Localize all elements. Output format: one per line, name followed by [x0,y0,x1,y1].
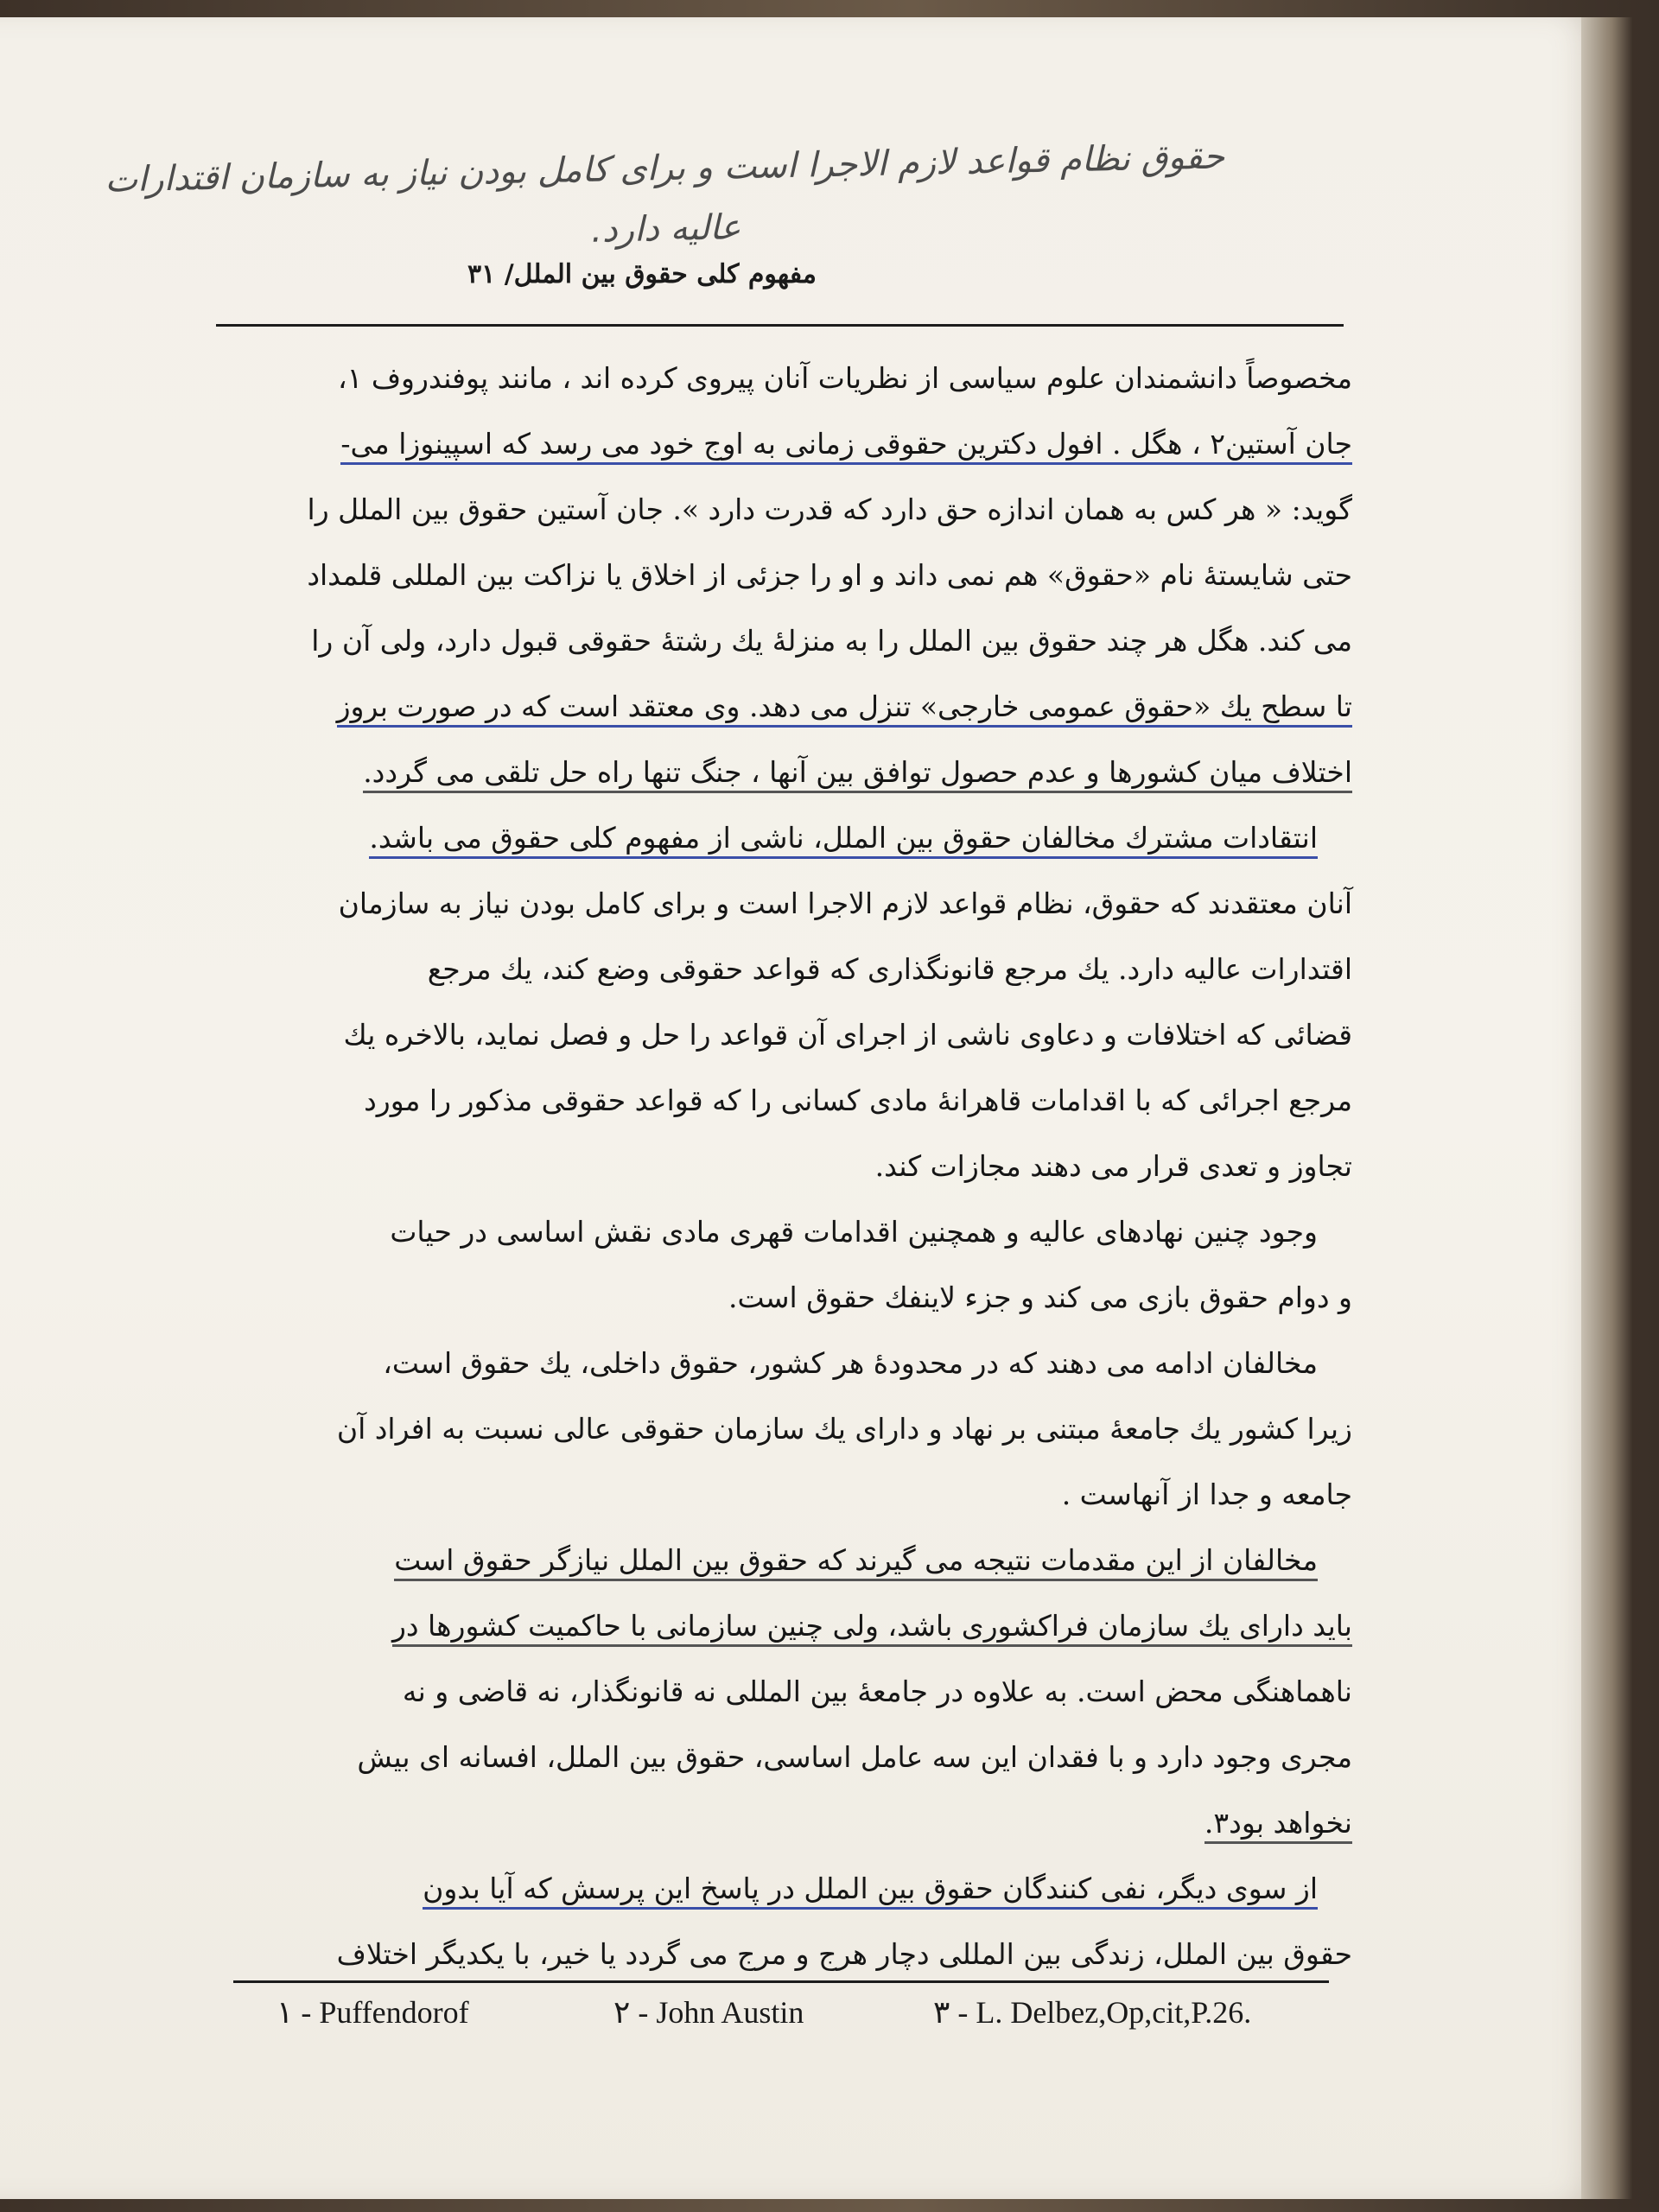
footnote-2: ۲ - John Austin [613,1995,804,2030]
text-line: مجری وجود دارد و با فقدان این سه عامل اساسی، حقوق بین الملل، افسانه ای بیش [357,1740,1352,1774]
paragraph-6 [220,1856,1352,1987]
text-line: باید دارای یك سازمان فراکشوری باشد، ولی چنین سازمانی با حاکمیت کشورها در [392,1609,1352,1647]
text-line: مخالفان ادامه می دهند که در محدودهٔ هر کشور، حقوق داخلی، یك حقوق است، [383,1346,1318,1380]
text-line: حقوق بین الملل، زندگی بین المللی دچار هرج و مرج می گردد یا خیر، با یکدیگر اختلاف [336,1937,1352,1971]
paragraph-1 [220,346,1352,805]
text-line: جامعه و جدا از آنهاست . [1061,1478,1352,1511]
footnote-3: ۳ - L. Delbez,Op,cit,P.26. [933,1995,1252,2030]
text-line: تا سطح یك «حقوق عمومی خارجی» تنزل می دهد. وی معتقد است که در صورت بروز [337,690,1352,728]
text-line: گوید: « هر کس به همان اندازه حق دارد که قدرت دارد ». جان آستین حقوق بین الملل را [307,493,1352,526]
text-line: آنان معتقدند که حقوق، نظام قواعد لازم الاجرا است و برای کامل بودن نیاز به سازمان [338,887,1352,920]
footnotes [276,1987,1331,2039]
page-body [220,346,1352,1987]
footnote-rule [233,1980,1329,1983]
page-edge-shadow [1581,17,1633,2199]
text-line: تجاوز و تعدی قرار می دهند مجازات کند. [874,1149,1352,1183]
text-line: مخصوصاً دانشمندان علوم سیاسی از نظریات آنان پیروی کرده اند ، مانند پوفندروف ۱، [337,361,1352,395]
footnote-1: ۱ - Puffendorof [276,1995,469,2030]
paragraph-4 [220,1331,1352,1528]
text-line: می کند. هگل هر چند حقوق بین الملل را به منزلهٔ یك رشتهٔ حقوقی قبول دارد، ولی آن را [311,624,1352,658]
text-line: ناهماهنگی محض است. به علاوه در جامعهٔ بین المللی نه قانونگذار، نه قاضی و نه [402,1675,1352,1708]
book-page [0,17,1599,2199]
paragraph-5 [220,1528,1352,1856]
text-line: و دوام حقوق بازی می کند و جزء لاینفك حقوق است. [728,1281,1352,1314]
text-line: قضائی که اختلافات و دعاوی ناشی از اجرای آن قواعد را حل و فصل نماید، بالاخره یك [343,1018,1352,1052]
header-rule [216,324,1344,327]
text-line: مخالفان از این مقدمات نتیجه می گیرند که حقوق بین الملل نیازگر حقوق است [394,1543,1318,1581]
paragraph-2 [220,805,1352,1199]
text-line: از سوی دیگر، نفی کنندگان حقوق بین الملل در پاسخ این پرسش که آیا بدون [423,1872,1318,1910]
text-line: نخواهد بود۳. [1205,1806,1352,1844]
text-line: جان آستین۲ ، هگل . افول دکترین حقوقی زمانی به اوج خود می رسد که اسپینوزا می- [340,427,1352,465]
text-line: زیرا کشور یك جامعهٔ مبتنی بر نهاد و دارای یك سازمان حقوقی عالی نسبت به افراد آن [336,1412,1352,1446]
text-line: اقتدارات عالیه دارد. یك مرجع قانونگذاری که قواعد حقوقی وضع کند، یك مرجع [427,952,1352,986]
handwritten-note-line-1: حقوق نظام قواعد لازم الاجرا است و برای کامل بودن نیاز به سازمان اقتدارات [104,137,1225,200]
page-header [212,251,1344,320]
text-line: مرجع اجرائی که با اقدامات قاهرانهٔ مادی کسانی را که قواعد حقوقی مذکور را مورد [364,1084,1352,1117]
text-line: انتقادات مشترك مخالفان حقوق بین الملل، ناشی از مفهوم کلی حقوق می باشد. [369,821,1318,859]
text-line: وجود چنین نهادهای عالیه و همچنین اقدامات قهری مادی نقش اساسی در حیات [390,1215,1318,1249]
handwritten-note-line-2: عالیه دارد. [590,207,741,251]
text-line: اختلاف میان کشورها و عدم حصول توافق بین آنها ، جنگ تنها راه حل تلقی می گردد. [363,755,1352,793]
paragraph-3 [220,1199,1352,1331]
text-line: حتی شایستهٔ نام «حقوق» هم نمی داند و او را جزئی از اخلاق یا نزاکت بین المللی قلمداد [307,558,1352,592]
running-head: مفهوم کلی حقوق بین الملل/ ۳۱ [467,259,817,289]
